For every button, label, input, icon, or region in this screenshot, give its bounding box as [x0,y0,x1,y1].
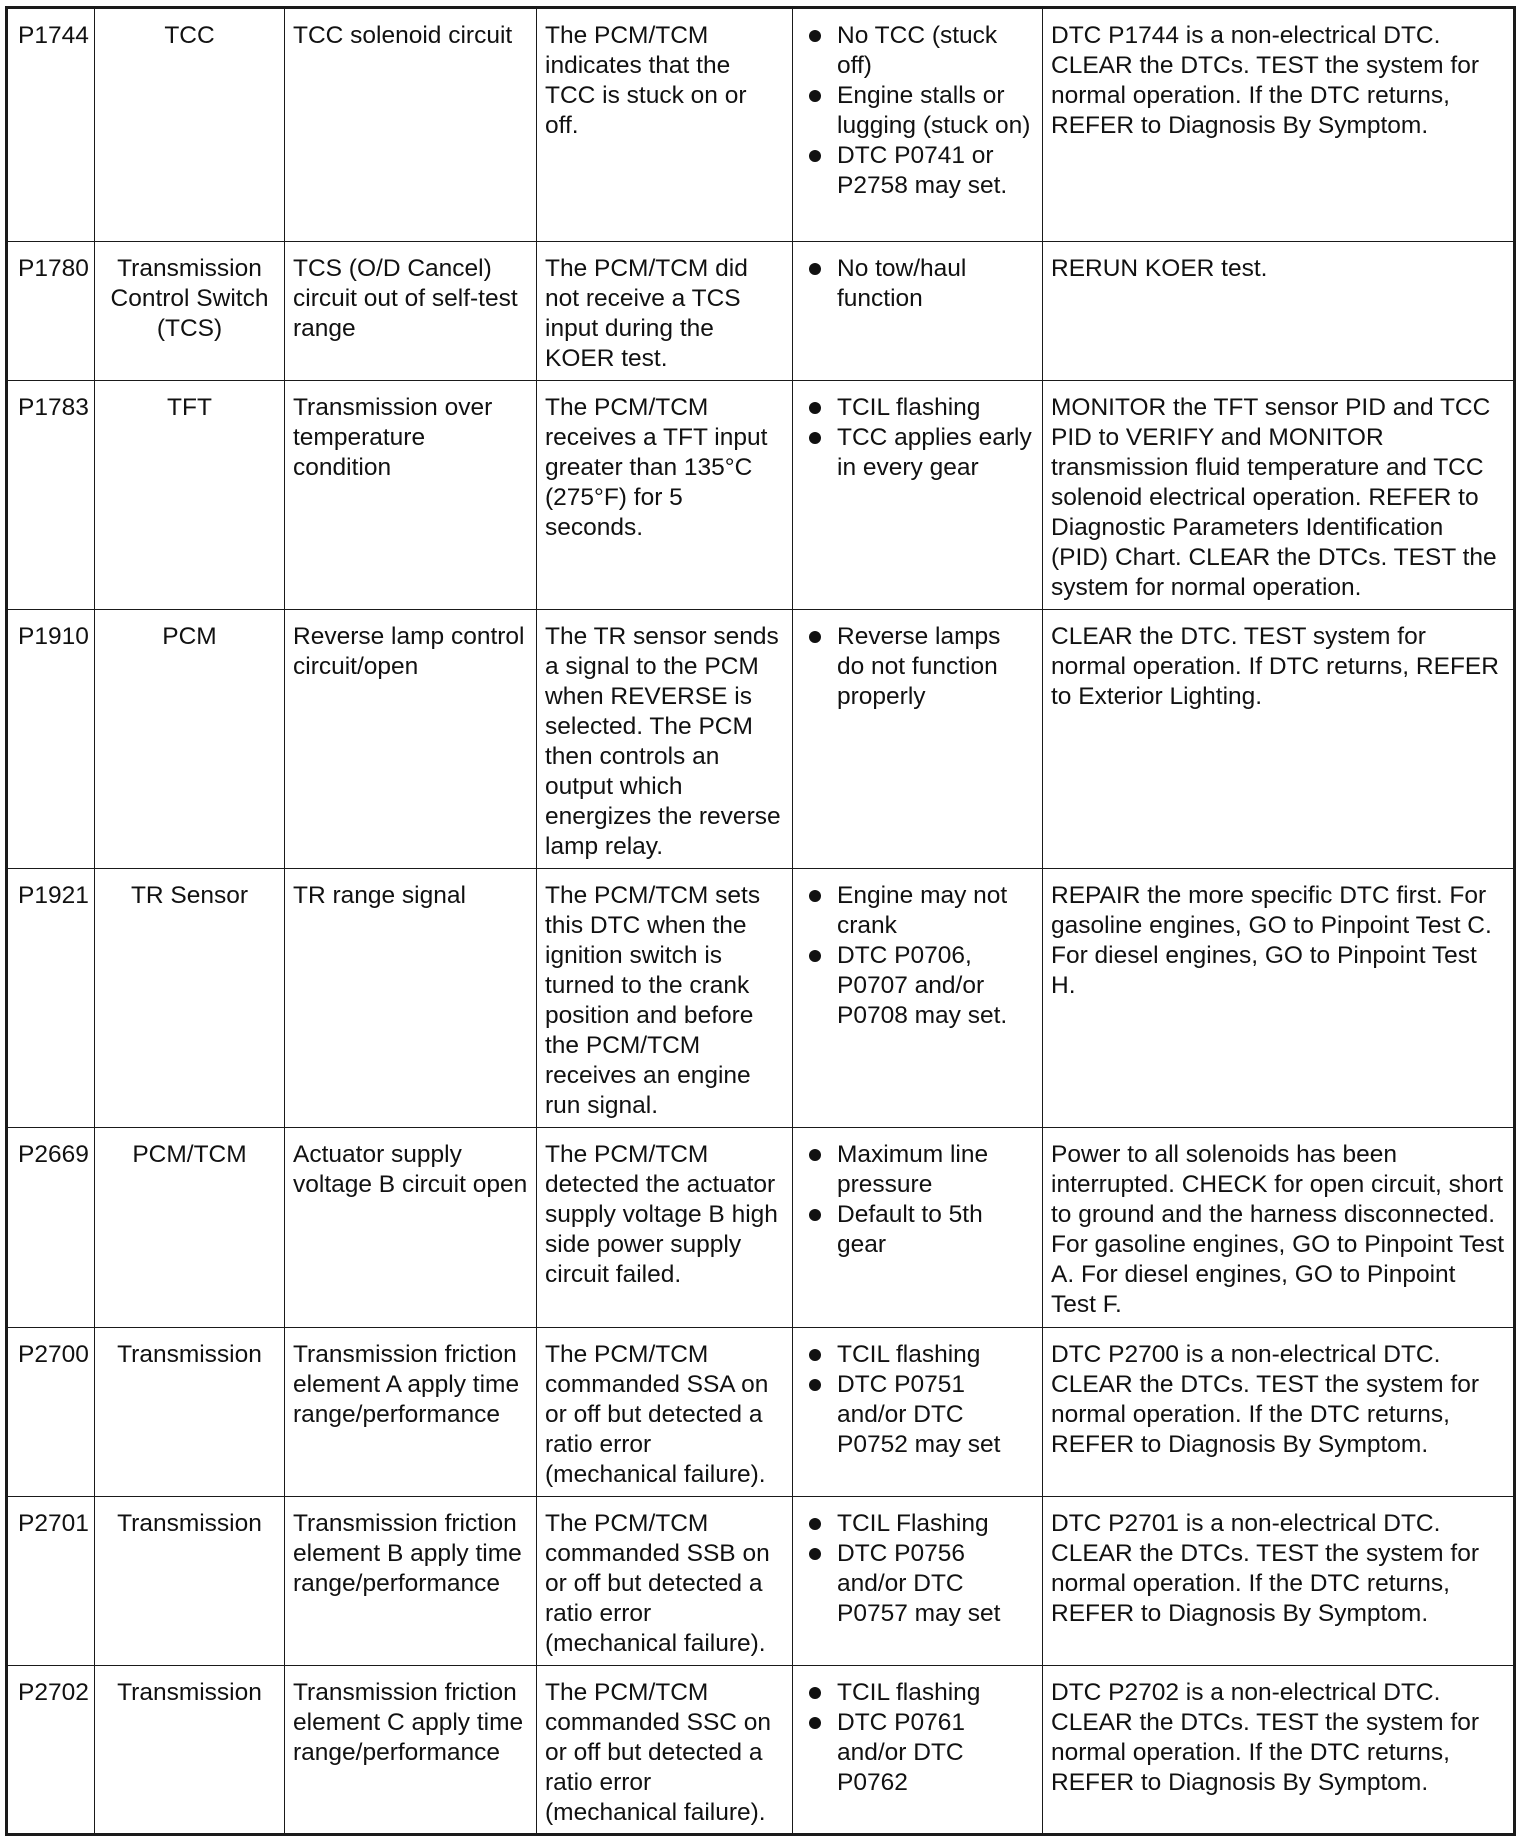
symptom-list [801,1678,1034,1798]
component-cell: Transmission Control Switch (TCS) [95,242,285,381]
symptom-item: Engine may not crank [801,881,1034,941]
description-cell: Transmission friction element C apply time range/performance [285,1666,537,1835]
action-cell: DTC P2700 is a non-electrical DTC. CLEAR the DTCs. TEST the system for normal operation. If the DTC returns, REFER to Diagnosis By Symptom. [1043,1328,1515,1497]
symptoms-cell [793,610,1043,869]
table-row [7,242,1515,381]
symptom-list [801,393,1034,483]
condition-cell: The PCM/TCM detected the actuator supply voltage B high side power supply circuit failed. [537,1128,793,1328]
dtc-code-cell: P2701 [7,1497,95,1666]
symptoms-cell [793,1497,1043,1666]
symptom-item: DTC P0756 and/or DTC P0757 may set [801,1539,1034,1629]
description-cell: TR range signal [285,869,537,1128]
description-cell: Transmission friction element A apply time range/performance [285,1328,537,1497]
condition-cell: The PCM/TCM commanded SSB on or off but detected a ratio error (mechanical failure). [537,1497,793,1666]
condition-cell: The PCM/TCM did not receive a TCS input during the KOER test. [537,242,793,381]
symptoms-cell [793,8,1043,242]
action-cell: DTC P1744 is a non-electrical DTC. CLEAR the DTCs. TEST the system for normal operation. If the DTC returns, REFER to Diagnosis By Symptom. [1043,8,1515,242]
symptoms-cell [793,381,1043,610]
condition-cell: The PCM/TCM commanded SSC on or off but detected a ratio error (mechanical failure). [537,1666,793,1835]
dtc-code-cell: P1780 [7,242,95,381]
component-cell: Transmission [95,1666,285,1835]
symptoms-cell [793,869,1043,1128]
dtc-code-cell: P1783 [7,381,95,610]
condition-cell: The PCM/TCM sets this DTC when the ignition switch is turned to the crank position and before the PCM/TCM receives an engine run signal. [537,869,793,1128]
description-cell: TCS (O/D Cancel) circuit out of self-test range [285,242,537,381]
symptom-item: DTC P0751 and/or DTC P0752 may set [801,1370,1034,1460]
component-cell: TR Sensor [95,869,285,1128]
condition-cell: The TR sensor sends a signal to the PCM when REVERSE is selected. The PCM then controls an output which energizes the reverse lamp relay. [537,610,793,869]
symptom-list [801,1340,1034,1460]
component-cell: PCM [95,610,285,869]
symptom-item: No tow/haul function [801,254,1034,314]
component-cell: Transmission [95,1497,285,1666]
component-cell: TFT [95,381,285,610]
symptom-list [801,21,1034,201]
symptom-item: DTC P0741 or P2758 may set. [801,141,1034,201]
dtc-code-cell: P2702 [7,1666,95,1835]
condition-cell: The PCM/TCM indicates that the TCC is stuck on or off. [537,8,793,242]
action-cell: REPAIR the more specific DTC first. For gasoline engines, GO to Pinpoint Test C. For diesel engines, GO to Pinpoint Test H. [1043,869,1515,1128]
table-row [7,1328,1515,1497]
symptom-item: No TCC (stuck off) [801,21,1034,81]
component-cell: PCM/TCM [95,1128,285,1328]
dtc-code-cell: P1921 [7,869,95,1128]
dtc-code-cell: P2669 [7,1128,95,1328]
description-cell: TCC solenoid circuit [285,8,537,242]
condition-cell: The PCM/TCM receives a TFT input greater than 135°C (275°F) for 5 seconds. [537,381,793,610]
table-row [7,1666,1515,1835]
dtc-table-body [7,8,1515,1835]
dtc-code-cell: P2700 [7,1328,95,1497]
dtc-code-cell: P1910 [7,610,95,869]
dtc-table [5,6,1516,1836]
table-row [7,1497,1515,1666]
symptoms-cell [793,1328,1043,1497]
action-cell: MONITOR the TFT sensor PID and TCC PID to VERIFY and MONITOR transmission fluid temperature and TCC solenoid electrical operation. REFER to Diagnostic Parameters Identification (PID) Chart. CLEAR the DTCs. TEST the system for normal operation. [1043,381,1515,610]
symptoms-cell [793,1128,1043,1328]
symptom-item: TCIL Flashing [801,1509,1034,1539]
symptom-list [801,1140,1034,1260]
symptom-item: DTC P0761 and/or DTC P0762 [801,1708,1034,1798]
description-cell: Transmission friction element B apply time range/performance [285,1497,537,1666]
table-row [7,610,1515,869]
symptom-item: TCC applies early in every gear [801,423,1034,483]
description-cell: Transmission over temperature condition [285,381,537,610]
symptom-item: Maximum line pressure [801,1140,1034,1200]
symptom-item: TCIL flashing [801,1678,1034,1708]
symptom-item: TCIL flashing [801,393,1034,423]
action-cell: Power to all solenoids has been interrupted. CHECK for open circuit, short to ground and the harness disconnected. For gasoline engines, GO to Pinpoint Test A. For diesel engines, GO to Pinpoint Test F. [1043,1128,1515,1328]
action-cell: DTC P2702 is a non-electrical DTC. CLEAR the DTCs. TEST the system for normal operation. If the DTC returns, REFER to Diagnosis By Symptom. [1043,1666,1515,1835]
symptoms-cell [793,242,1043,381]
table-row [7,869,1515,1128]
symptom-list [801,881,1034,1031]
condition-cell: The PCM/TCM commanded SSA on or off but detected a ratio error (mechanical failure). [537,1328,793,1497]
symptom-item: Reverse lamps do not function properly [801,622,1034,712]
dtc-code-cell: P1744 [7,8,95,242]
action-cell: RERUN KOER test. [1043,242,1515,381]
description-cell: Actuator supply voltage B circuit open [285,1128,537,1328]
symptom-item: Engine stalls or lugging (stuck on) [801,81,1034,141]
action-cell: DTC P2701 is a non-electrical DTC. CLEAR the DTCs. TEST the system for normal operation. If the DTC returns, REFER to Diagnosis By Symptom. [1043,1497,1515,1666]
component-cell: TCC [95,8,285,242]
symptom-list [801,254,1034,314]
table-row [7,381,1515,610]
description-cell: Reverse lamp control circuit/open [285,610,537,869]
table-row [7,8,1515,242]
symptom-item: TCIL flashing [801,1340,1034,1370]
symptom-list [801,622,1034,712]
component-cell: Transmission [95,1328,285,1497]
symptom-item: DTC P0706, P0707 and/or P0708 may set. [801,941,1034,1031]
symptom-list [801,1509,1034,1629]
symptom-item: Default to 5th gear [801,1200,1034,1260]
action-cell: CLEAR the DTC. TEST system for normal operation. If DTC returns, REFER to Exterior Lighting. [1043,610,1515,869]
symptoms-cell [793,1666,1043,1835]
table-row [7,1128,1515,1328]
